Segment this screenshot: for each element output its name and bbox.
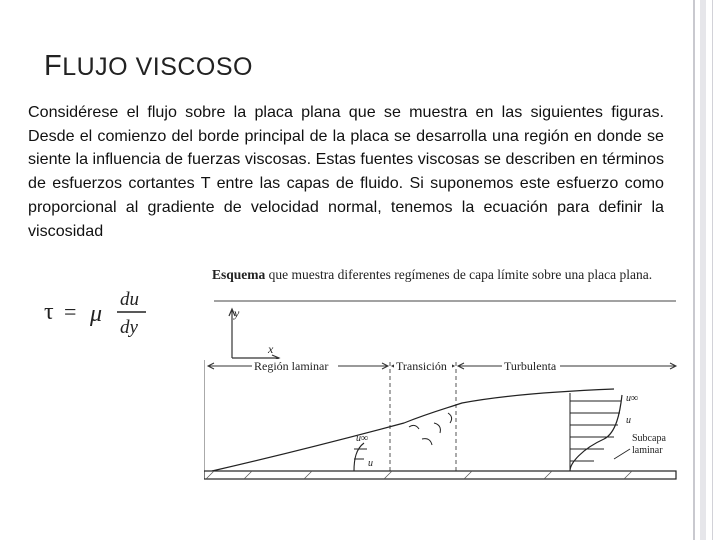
- flat-plate: [204, 471, 676, 479]
- label-laminar-sublayer: laminar: [632, 445, 663, 456]
- slide-title: [44, 50, 253, 83]
- eddy-arrow: [409, 425, 419, 429]
- eddy-arrow: [422, 439, 432, 445]
- laminar-velocity-profile: [354, 443, 364, 471]
- caption-bold: Esquema: [212, 267, 266, 282]
- boundary-layer-edge: [212, 389, 614, 471]
- turbulent-velocity-profile: [570, 395, 622, 471]
- formula-tau: τ: [44, 299, 54, 325]
- body-paragraph: Considérese el flujo sobre la placa plana que se muestra en las siguientes figuras. Desde el comienzo del borde principal de la placa se desarrolla una región en donde se siente la influencia de fuerzas viscosas. Estas fuentes viscosas se describen en términos de esfuerzos cortantes T entre las capas de fluido. Si suponemos este esfuerzo como proporcional al gradiente de velocidad normal, tenemos la ecuación para definir la viscosidad: [28, 103, 664, 240]
- viscosity-formula: [42, 283, 157, 343]
- body-paragraph-block: [28, 101, 664, 243]
- label-u-inf-turbulent: u∞: [626, 393, 639, 404]
- label-subcapa: Subcapa: [632, 433, 666, 444]
- region-label-transition: Transición: [396, 359, 447, 373]
- formula-numerator: du: [120, 289, 139, 310]
- eddy-arrow: [434, 423, 440, 433]
- eddy-arrow: [448, 413, 452, 423]
- decorative-border: [700, 0, 706, 540]
- formula-equals: =: [64, 299, 77, 324]
- boundary-layer-figure: [204, 263, 682, 495]
- decorative-border: [693, 0, 695, 540]
- title-rest: LUJO VISCOSO: [62, 53, 253, 81]
- formula-denominator: dy: [120, 317, 138, 338]
- label-u-turbulent: u: [626, 415, 631, 426]
- region-label-laminar: Región laminar: [254, 359, 329, 373]
- y-axis-label: y: [234, 306, 240, 320]
- label-u-laminar: u: [368, 458, 373, 469]
- decorative-border: [712, 0, 713, 540]
- label-u-inf-laminar: u∞: [356, 433, 369, 444]
- boundary-layer-diagram: [204, 263, 682, 495]
- title-initial: F: [44, 50, 63, 82]
- subcapa-pointer: [614, 449, 630, 459]
- region-label-turbulent: Turbulenta: [504, 359, 557, 373]
- formula-mu: μ: [90, 301, 103, 327]
- caption-text: que muestra diferentes regímenes de capa límite sobre una placa plana.: [265, 267, 653, 282]
- x-axis-label: x: [268, 342, 274, 356]
